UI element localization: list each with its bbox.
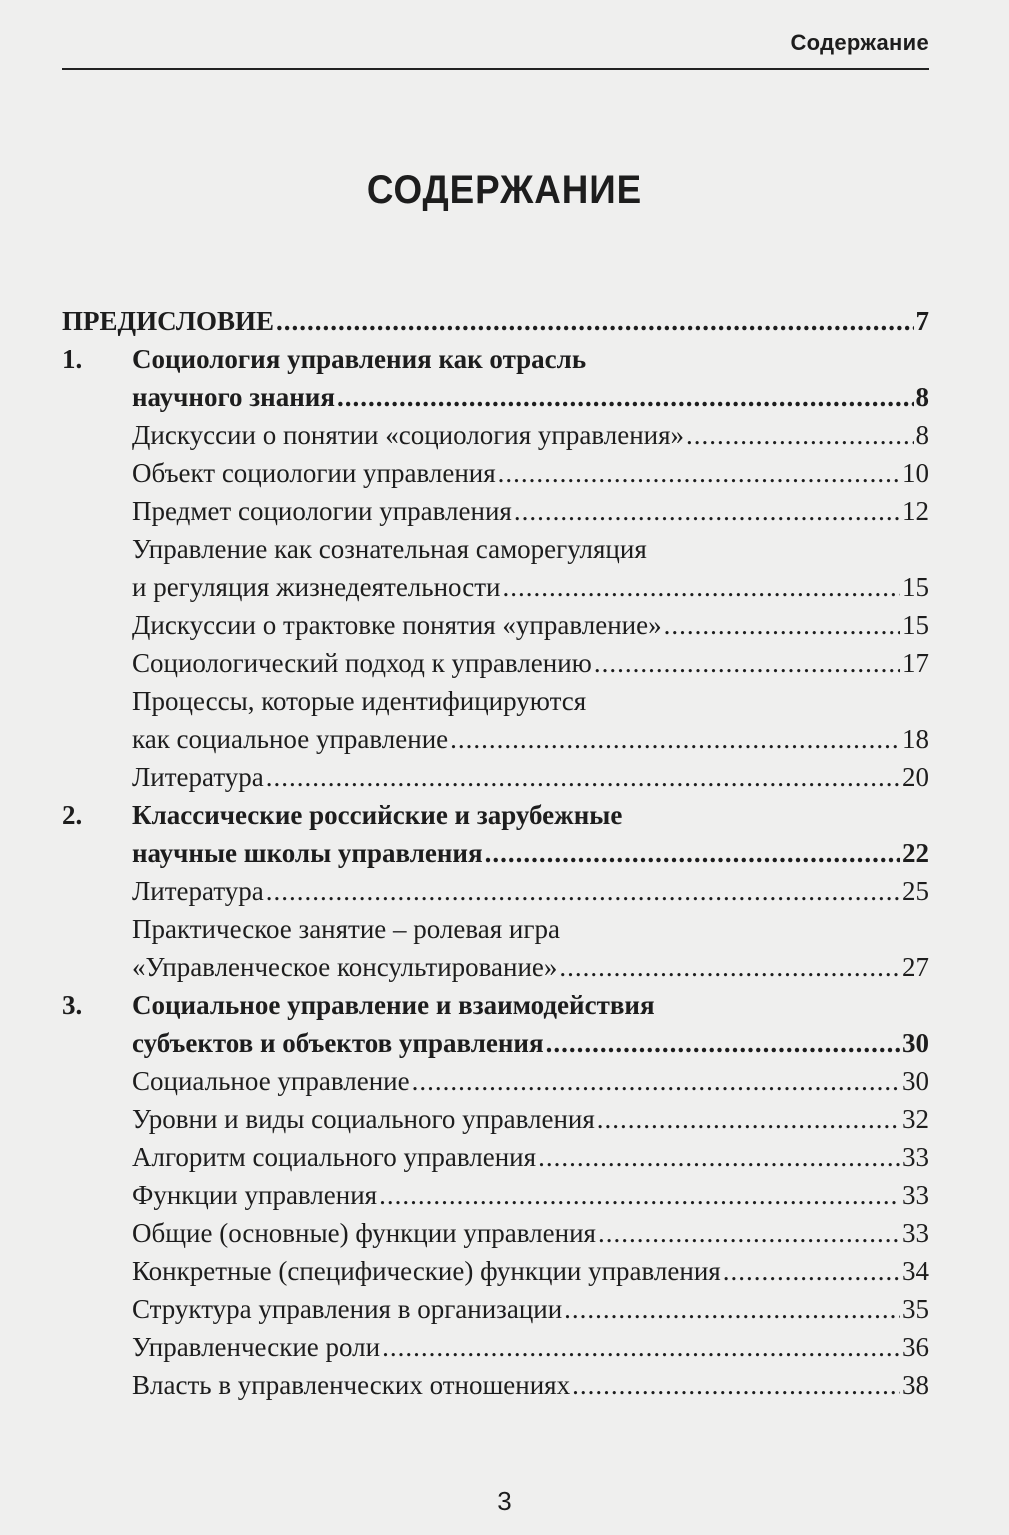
toc-entry-label: «Управленческое консультирование» xyxy=(132,952,558,982)
toc-entry-label: Предмет социологии управления xyxy=(132,496,512,526)
toc-entry[interactable] xyxy=(62,910,929,948)
dot-leader xyxy=(564,1290,900,1328)
toc-entry[interactable] xyxy=(62,1214,929,1252)
toc-entry-label: Литература xyxy=(132,762,264,792)
toc-page-number: 17 xyxy=(902,648,929,678)
toc-entry[interactable] xyxy=(62,1366,929,1404)
toc-entry-label: Власть в управленческих отношениях xyxy=(132,1370,571,1400)
dot-leader xyxy=(382,1328,900,1366)
toc-entry-label: Общие (основные) функции управления xyxy=(132,1218,596,1248)
chapter-heading[interactable] xyxy=(62,796,929,834)
toc-entry-label: Социологический подход к управлению xyxy=(132,648,592,678)
dot-leader xyxy=(450,720,900,758)
toc-entry-label: и регуляция жизнедеятельности xyxy=(132,572,501,602)
toc-page-number: 20 xyxy=(902,762,929,792)
dot-leader xyxy=(502,568,900,606)
toc-entry[interactable] xyxy=(62,1100,929,1138)
dot-leader xyxy=(498,454,900,492)
toc-entry-cont[interactable] xyxy=(62,948,929,986)
dot-leader xyxy=(379,1176,900,1214)
chapter-number: 1. xyxy=(62,344,83,374)
toc-entry[interactable] xyxy=(62,758,929,796)
dot-leader xyxy=(723,1252,900,1290)
toc-entry-cont[interactable] xyxy=(62,720,929,758)
dot-leader xyxy=(276,302,913,340)
toc-entry[interactable] xyxy=(62,1176,929,1214)
toc-entry[interactable] xyxy=(62,644,929,682)
toc-entry-label: Уровни и виды социального управления xyxy=(132,1104,595,1134)
toc-entry-label: Процессы, которые идентифицируются xyxy=(132,686,587,716)
toc-entry-label: Практическое занятие – ролевая игра xyxy=(132,914,560,944)
toc-entry-label: Управленческие роли xyxy=(132,1332,381,1362)
toc-page-number: 34 xyxy=(902,1256,929,1286)
dot-leader xyxy=(664,606,900,644)
toc-entry[interactable] xyxy=(62,454,929,492)
chapter-heading[interactable] xyxy=(62,986,929,1024)
toc-entry-label: Социальное управление xyxy=(132,1066,410,1096)
toc-page-number: 18 xyxy=(902,724,929,754)
toc-entry[interactable] xyxy=(62,1328,929,1366)
toc-entry-label: ПРЕДИСЛОВИЕ xyxy=(62,306,275,336)
toc-entry-label: Объект социологии управления xyxy=(132,458,496,488)
toc-page-number: 8 xyxy=(915,382,929,412)
chapter-title: научные школы управления xyxy=(132,838,483,868)
dot-leader xyxy=(485,834,900,872)
header-rule xyxy=(62,68,929,70)
chapter-heading-cont[interactable] xyxy=(62,378,929,416)
dot-leader xyxy=(546,1024,900,1062)
dot-leader xyxy=(514,492,900,530)
toc-page-number: 7 xyxy=(915,306,929,336)
chapter-heading-cont[interactable] xyxy=(62,1024,929,1062)
toc-entry-label: Управление как сознательная саморегуляция xyxy=(132,534,647,564)
dot-leader xyxy=(266,758,900,796)
toc-page-number: 33 xyxy=(902,1218,929,1248)
chapter-title: научного знания xyxy=(132,382,335,412)
toc-entry[interactable] xyxy=(62,1062,929,1100)
toc-entry[interactable] xyxy=(62,872,929,910)
toc-page-number: 8 xyxy=(915,420,929,450)
toc-entry[interactable] xyxy=(62,1252,929,1290)
toc-entry-label: Литература xyxy=(132,876,264,906)
chapter-number: 3. xyxy=(62,990,83,1020)
toc-entry[interactable] xyxy=(62,1138,929,1176)
toc-page-number: 30 xyxy=(902,1066,929,1096)
toc-page-number: 33 xyxy=(902,1180,929,1210)
toc-entry[interactable] xyxy=(62,416,929,454)
toc-page-number: 33 xyxy=(902,1142,929,1172)
toc-entry-label: Функции управления xyxy=(132,1180,378,1210)
chapter-number: 2. xyxy=(62,800,83,830)
toc-entry[interactable] xyxy=(62,530,929,568)
toc-page-number: 35 xyxy=(902,1294,929,1324)
toc-page-number: 36 xyxy=(902,1332,929,1362)
toc-page-number: 10 xyxy=(902,458,929,488)
toc-entry[interactable] xyxy=(62,1290,929,1328)
toc-entry-label: как социальное управление xyxy=(132,724,449,754)
chapter-heading[interactable] xyxy=(62,340,929,378)
dot-leader xyxy=(594,644,900,682)
table-of-contents xyxy=(62,302,929,1404)
running-title: Содержание xyxy=(790,30,929,55)
toc-page-number: 12 xyxy=(902,496,929,526)
toc-page-number: 32 xyxy=(902,1104,929,1134)
toc-entry-cont[interactable] xyxy=(62,568,929,606)
toc-page-number: 15 xyxy=(902,572,929,602)
toc-entry-label: Дискуссии о понятии «социология управления» xyxy=(132,420,685,450)
dot-leader xyxy=(598,1214,900,1252)
toc-entry[interactable] xyxy=(62,606,929,644)
chapter-title: Социология управления как отрасль xyxy=(132,344,587,374)
toc-entry-label: Дискуссии о трактовке понятия «управление» xyxy=(132,610,662,640)
toc-page-number: 38 xyxy=(902,1370,929,1400)
page-number: 3 xyxy=(497,1486,512,1516)
dot-leader xyxy=(538,1138,900,1176)
chapter-title: Классические российские и зарубежные xyxy=(132,800,623,830)
dot-leader xyxy=(597,1100,900,1138)
toc-entry[interactable] xyxy=(62,492,929,530)
toc-entry-label: Структура управления в организации xyxy=(132,1294,563,1324)
page-title: СОДЕРЖАНИЕ xyxy=(366,168,643,212)
dot-leader xyxy=(337,378,914,416)
toc-entry-label: Конкретные (специфические) функции управления xyxy=(132,1256,721,1286)
dot-leader xyxy=(412,1062,900,1100)
toc-page-number: 30 xyxy=(902,1028,929,1058)
dot-leader xyxy=(266,872,900,910)
dot-leader xyxy=(559,948,900,986)
toc-page-number: 25 xyxy=(902,876,929,906)
dot-leader xyxy=(572,1366,900,1404)
toc-page-number: 15 xyxy=(902,610,929,640)
toc-entry[interactable] xyxy=(62,682,929,720)
chapter-title: субъектов и объектов управления xyxy=(132,1028,544,1058)
chapter-title: Социальное управление и взаимодействия xyxy=(132,990,655,1020)
dot-leader xyxy=(686,416,913,454)
toc-page-number: 22 xyxy=(902,838,929,868)
toc-entry-label: Алгоритм социального управления xyxy=(132,1142,537,1172)
toc-page-number: 27 xyxy=(902,952,929,982)
toc-entry-preface[interactable] xyxy=(62,302,929,340)
chapter-heading-cont[interactable] xyxy=(62,834,929,872)
